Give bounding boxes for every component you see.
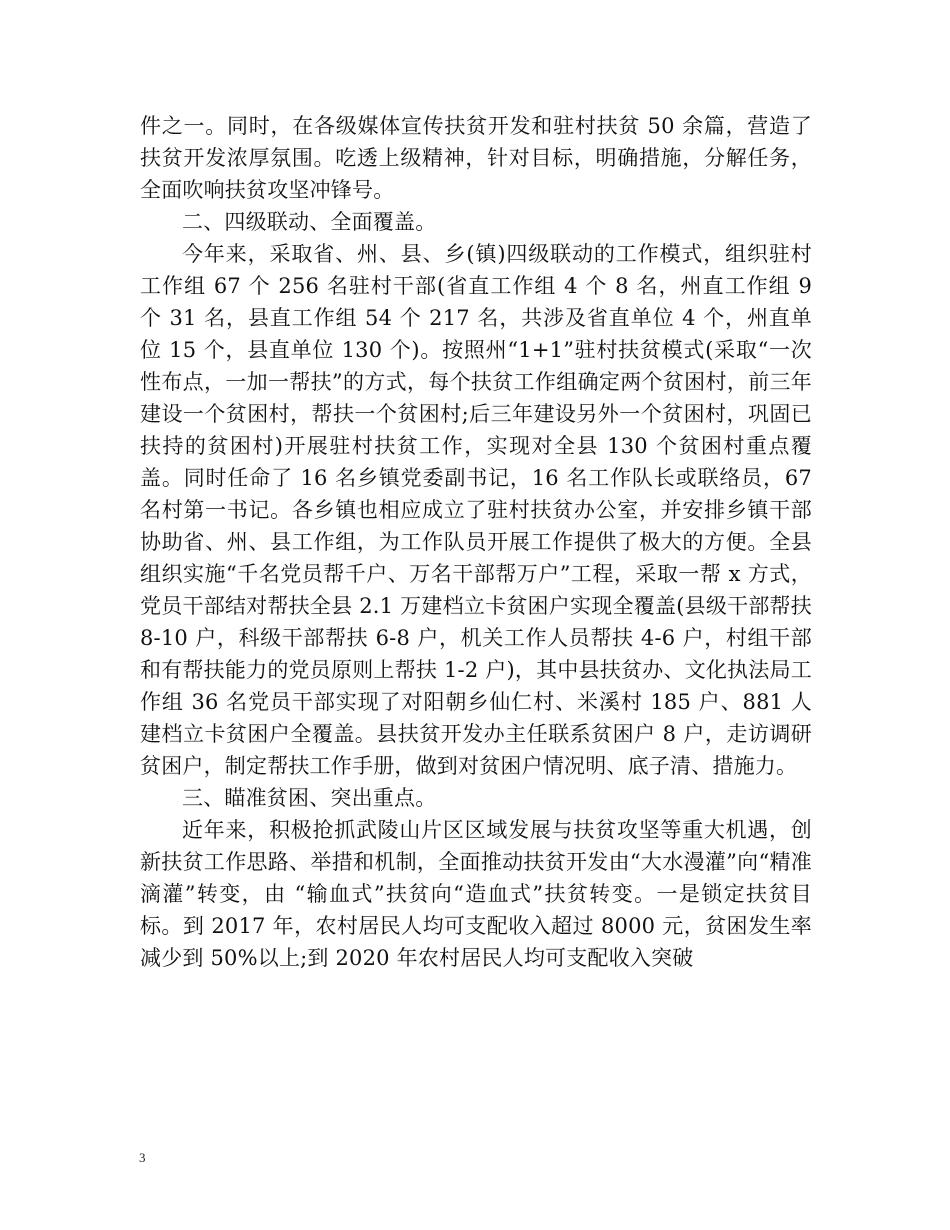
document-body <box>140 110 812 974</box>
paragraph-four-level: 今年来，采取省、州、县、乡(镇)四级联动的工作模式，组织驻村工作组 67 个 256 名驻村干部(省直工作组 4 个 8 名，州直工作组 9 个 31 名，县直工作组 54 个 217 名，共涉及省直单位 4 个，州直单位 15 个，县直单位 130 个)。按照州“1+1”驻村扶贫模式(采取“一次性布点，一加一帮扶”的方式，每个扶贫工作组确定两个贫困村，前三年建设一个贫困村，帮扶一个贫困村;后三年建设另外一个贫困村，巩固已扶持的贫困村)开展驻村扶贫工作，实现对全县 130 个贫困村重点覆盖。同时任命了 16 名乡镇党委副书记，16 名工作队长或联络员，67 名村第一书记。各乡镇也相应成立了驻村扶贫办公室，并安排乡镇干部协助省、州、县工作组，为工作队员开展工作提供了极大的方便。全县组织实施“千名党员帮千户、万名干部帮万户”工程，采取一帮 x 方式，党员干部结对帮扶全县 2.1 万建档立卡贫困户实现全覆盖(县级干部帮扶 8-10 户，科级干部帮扶 6-8 户，机关工作人员帮扶 4-6 户，村组干部和有帮扶能力的党员原则上帮扶 1-2 户)，其中县扶贫办、文化执法局工作组 36 名党员干部实现了对阳朝乡仙仁村、米溪村 185 户、881 人建档立卡贫困户全覆盖。县扶贫开发办主任联系贫困户 8 户，走访调研贫困户，制定帮扶工作手册，做到对贫困户情况明、底子清、措施力。 <box>140 242 812 778</box>
section-heading-3: 三、瞄准贫困、突出重点。 <box>182 786 437 810</box>
paragraph-continuation: 件之一。同时，在各级媒体宣传扶贫开发和驻村扶贫 50 余篇，营造了扶贫开发浓厚氛围。吃透上级精神，针对目标，明确措施，分解任务，全面吹响扶贫攻坚冲锋号。 <box>140 114 812 202</box>
page-number: 3 <box>139 1150 146 1165</box>
paragraph-targeting: 近年来，积极抢抓武陵山片区区域发展与扶贫攻坚等重大机遇，创新扶贫工作思路、举措和机制，全面推动扶贫开发由“大水漫灌”向“精准滴灌”转变，由 “输血式”扶贫向“造血式”扶贫转变。一是锁定扶贫目标。到 2017 年，农村居民人均可支配收入超过 8000 元，贫困发生率减少到 50%以上;到 2020 年农村居民人均可支配收入突破 <box>140 818 812 970</box>
section-heading-2: 二、四级联动、全面覆盖。 <box>182 210 437 234</box>
